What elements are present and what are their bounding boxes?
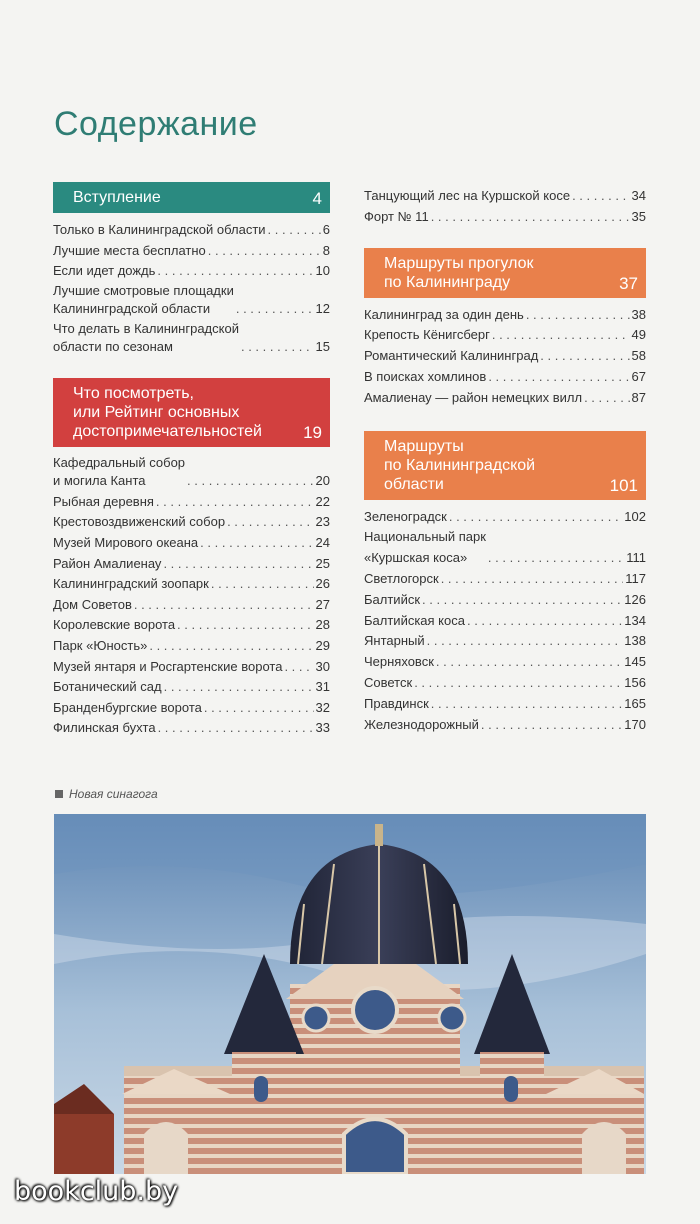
- photo-caption-text: Новая синагога: [69, 787, 158, 801]
- toc-entries-top: [364, 186, 646, 228]
- toc-entry-title: [53, 220, 266, 241]
- toc-entry-page: 38: [631, 306, 646, 322]
- toc-entry-line: Калининградский зоопарк: [53, 576, 209, 592]
- toc-entry[interactable]: [364, 207, 646, 228]
- toc-entry[interactable]: [364, 590, 646, 611]
- toc-entry-line: Парк «Юность»: [53, 637, 148, 653]
- toc-entry[interactable]: [53, 595, 330, 616]
- toc-entry[interactable]: [364, 652, 646, 673]
- toc-entry[interactable]: [364, 611, 646, 632]
- toc-entry-line: области по сезонам: [53, 338, 173, 354]
- toc-section: [364, 431, 646, 736]
- photo-caption: [55, 787, 158, 801]
- toc-entry[interactable]: [53, 320, 330, 356]
- toc-entry-title: [364, 305, 524, 326]
- toc-leader-dots: [157, 261, 313, 282]
- toc-leader-dots: [584, 388, 629, 409]
- toc-right-column: [364, 186, 646, 735]
- toc-entry[interactable]: [53, 574, 330, 595]
- toc-entry[interactable]: [364, 367, 646, 388]
- toc-leader-dots: [164, 677, 314, 698]
- toc-leader-dots: [481, 715, 622, 736]
- toc-leader-dots: [156, 492, 314, 513]
- toc-entry[interactable]: [53, 512, 330, 533]
- toc-entry-line: Советск: [364, 674, 413, 690]
- toc-entry[interactable]: [53, 636, 330, 657]
- toc-section-title: [73, 384, 322, 441]
- toc-entry-title: [364, 715, 479, 736]
- toc-entry[interactable]: [53, 454, 330, 490]
- toc-leader-dots: [211, 574, 314, 595]
- toc-leader-dots: [187, 472, 314, 490]
- toc-entry-page: 67: [631, 368, 646, 384]
- toc-entry[interactable]: [53, 533, 330, 554]
- toc-entry-line: Дом Советов: [53, 596, 132, 612]
- toc-leader-dots: [177, 615, 313, 636]
- toc-entry-title: [364, 527, 486, 569]
- toc-entry-page: 15: [315, 338, 330, 354]
- toc-section: [53, 182, 330, 356]
- toc-entry-page: 134: [624, 612, 646, 628]
- toc-leader-dots: [163, 554, 313, 575]
- toc-entry-title: [53, 512, 225, 533]
- toc-entry-title: [53, 595, 132, 616]
- toc-leader-dots: [431, 694, 623, 715]
- toc-right-sections: [364, 248, 646, 736]
- toc-leader-dots: [208, 241, 321, 262]
- toc-leader-dots: [431, 207, 630, 228]
- toc-entry[interactable]: [364, 305, 646, 326]
- toc-entry-line: Зеленоградск: [364, 508, 447, 524]
- toc-section-header[interactable]: [364, 431, 646, 500]
- toc-entry-line: Бранденбургские ворота: [53, 699, 202, 715]
- toc-entry-title: [364, 673, 412, 694]
- toc-entry-line: Калининград за один день: [364, 306, 524, 322]
- toc-entry[interactable]: [364, 325, 646, 346]
- toc-entry-page: 117: [625, 570, 646, 586]
- toc-entry-title: [364, 631, 425, 652]
- toc-section-page: 19: [303, 422, 322, 442]
- toc-section-page: 4: [312, 189, 322, 208]
- toc-entry-line: Крестовоздвиженский собор: [53, 514, 226, 530]
- toc-leader-dots: [134, 595, 314, 616]
- toc-entry[interactable]: [53, 677, 330, 698]
- toc-entry[interactable]: [364, 507, 646, 528]
- toc-entry-line: Калининградской области: [53, 300, 211, 316]
- toc-entry-page: 20: [315, 472, 330, 488]
- toc-entry-title: [53, 574, 209, 595]
- toc-entry-title: [53, 636, 147, 657]
- toc-leader-dots: [572, 186, 629, 207]
- toc-leader-dots: [284, 657, 313, 678]
- toc-entry-title: [53, 657, 282, 678]
- toc-entry-page: 30: [315, 658, 330, 674]
- toc-entry-title: [364, 207, 429, 228]
- toc-entry-title: [364, 611, 465, 632]
- toc-entry-line: Правдинск: [364, 695, 429, 711]
- toc-entry[interactable]: [53, 282, 330, 318]
- toc-section-title-line: по Калининградской: [384, 456, 536, 474]
- toc-entry-page: 87: [631, 389, 646, 405]
- toc-section-title-line: по Калининграду: [384, 273, 511, 291]
- toc-entry-title: [364, 388, 582, 409]
- toc-entry[interactable]: [364, 569, 646, 590]
- toc-entry-page: 12: [315, 300, 330, 316]
- toc-entry[interactable]: [364, 631, 646, 652]
- toc-entry-line: Район Амалиенау: [53, 555, 162, 571]
- toc-leader-dots: [427, 631, 623, 652]
- toc-entry-page: 32: [315, 699, 330, 715]
- toc-leader-dots: [441, 569, 624, 590]
- toc-entry-line: Светлогорск: [364, 570, 439, 586]
- toc-entry-line: Черняховск: [364, 654, 434, 670]
- toc-leader-dots: [488, 367, 629, 388]
- toc-entry-title: [364, 694, 429, 715]
- toc-entry-line: Балтийск: [364, 591, 421, 607]
- toc-section-title-line: Маршруты прогулок: [384, 254, 534, 272]
- toc-leader-dots: [492, 325, 630, 346]
- toc-entry-page: 145: [624, 654, 646, 670]
- toc-leader-dots: [488, 548, 624, 569]
- toc-entry-title: [53, 492, 154, 513]
- page-title: Содержание: [54, 104, 258, 143]
- toc-leader-dots: [204, 698, 314, 719]
- toc-leader-dots: [227, 512, 313, 533]
- toc-entry-line: Национальный парк: [364, 529, 486, 545]
- toc-entry-title: [364, 569, 439, 590]
- toc-section-title-line: или Рейтинг основных: [73, 403, 240, 421]
- toc-entry-line: Музей Мирового океана: [53, 534, 199, 550]
- toc-entry-line: Амалиенау — район немецких вилл: [364, 389, 583, 405]
- toc-entry-page: 26: [315, 576, 330, 592]
- synagogue-illustration: [54, 814, 646, 1174]
- toc-section-header[interactable]: [364, 248, 646, 298]
- toc-entry-line: Если идет дождь: [53, 263, 156, 279]
- toc-entry-line: Только в Калининградской области: [53, 222, 266, 237]
- toc-entry-title: [53, 615, 175, 636]
- toc-left-column: [53, 182, 330, 739]
- toc-entry-title: [53, 454, 185, 490]
- toc-entry-page: 170: [624, 716, 646, 732]
- toc-entry-title: [364, 367, 486, 388]
- toc-section-title: [384, 254, 638, 292]
- toc-entry-title: [53, 282, 234, 318]
- toc-entry-line: Рыбная деревня: [53, 493, 154, 509]
- toc-entry-page: 111: [626, 550, 646, 566]
- toc-entry-page: 102: [624, 508, 646, 524]
- toc-entry-title: [53, 241, 206, 262]
- toc-section-title-line: достопримечательностей: [73, 422, 262, 440]
- toc-entry-line: Крепость Кёнигсберг: [364, 327, 490, 343]
- toc-entry-page: 6: [322, 222, 330, 237]
- toc-entry-line: Танцующий лес на Куршской косе: [364, 188, 571, 203]
- toc-entry-page: 33: [315, 720, 330, 736]
- toc-section-page: 37: [619, 273, 638, 293]
- toc-entry-page: 28: [315, 617, 330, 633]
- watermark: bookclub.by: [14, 1176, 179, 1207]
- toc-section-title-line: области: [384, 475, 444, 493]
- toc-entry[interactable]: [364, 346, 646, 367]
- toc-entry[interactable]: [364, 388, 646, 409]
- toc-entry[interactable]: [53, 718, 330, 739]
- toc-entry-title: [364, 346, 538, 367]
- toc-entry-page: 126: [624, 591, 646, 607]
- toc-entry-line: «Куршская коса»: [364, 550, 468, 566]
- toc-leader-dots: [158, 718, 314, 739]
- toc-entry-title: [364, 652, 434, 673]
- toc-entry-page: 8: [322, 242, 330, 258]
- toc-entry-page: 165: [624, 695, 646, 711]
- toc-entries: [53, 454, 330, 739]
- toc-entry[interactable]: [53, 220, 330, 241]
- toc-section-title-line: Маршруты: [384, 437, 464, 455]
- toc-entry-line: Королевские ворота: [53, 617, 176, 633]
- toc-entry-line: Янтарный: [364, 633, 425, 649]
- toc-leader-dots: [241, 338, 314, 356]
- toc-entry-line: и могила Канта: [53, 472, 146, 488]
- toc-entry-title: [53, 554, 161, 575]
- toc-leader-dots: [422, 590, 622, 611]
- toc-entry-title: [53, 677, 162, 698]
- toc-leader-dots: [526, 305, 630, 326]
- toc-leader-dots: [467, 611, 622, 632]
- toc-entry[interactable]: [53, 657, 330, 678]
- toc-section-title: [73, 188, 322, 207]
- toc-entry-title: [53, 261, 155, 282]
- toc-leader-dots: [540, 346, 629, 367]
- toc-leader-dots: [268, 220, 321, 241]
- toc-entry-title: [53, 533, 198, 554]
- toc-entry-line: Романтический Калининград: [364, 348, 539, 364]
- toc-entry-line: Филинская бухта: [53, 720, 156, 736]
- toc-entry-title: [364, 507, 447, 528]
- toc-leader-dots: [200, 533, 313, 554]
- toc-entry-line: Музей янтаря и Росгартенские ворота: [53, 658, 283, 674]
- toc-entry-page: 10: [315, 263, 330, 279]
- caption-bullet-icon: [55, 790, 63, 798]
- toc-entry-line: Кафедральный собор: [53, 454, 186, 470]
- toc-section-title: [384, 437, 638, 494]
- toc-entry-page: 49: [631, 327, 646, 343]
- toc-entry-line: Что делать в Калининградской: [53, 320, 239, 336]
- toc-section: [364, 248, 646, 409]
- toc-entry-page: 23: [315, 514, 330, 530]
- toc-section-header[interactable]: [53, 378, 330, 447]
- toc-leader-dots: [149, 636, 313, 657]
- toc-entry[interactable]: [364, 715, 646, 736]
- toc-entry-page: 138: [624, 633, 646, 649]
- toc-entry-page: 24: [315, 534, 330, 550]
- toc-entry-line: Лучшие места бесплатно: [53, 242, 206, 258]
- toc-entry[interactable]: [364, 186, 646, 207]
- toc-section-page: 101: [609, 475, 638, 495]
- toc-entry[interactable]: [53, 261, 330, 282]
- toc-entry[interactable]: [364, 527, 646, 569]
- toc-entry-page: 29: [315, 637, 330, 653]
- toc-section-header[interactable]: [53, 182, 330, 213]
- toc-entry-page: 25: [315, 555, 330, 571]
- toc-entry-page: 156: [624, 674, 646, 690]
- toc-entry-title: [53, 320, 239, 356]
- toc-entry-title: [364, 186, 570, 207]
- toc-entry-line: Балтийская коса: [364, 612, 465, 628]
- toc-entry[interactable]: [53, 492, 330, 513]
- toc-entry-title: [364, 325, 490, 346]
- toc-entry-line: Ботанический сад: [53, 679, 162, 695]
- toc-entry-line: Лучшие смотровые площадки: [53, 282, 234, 298]
- toc-entry-title: [53, 698, 202, 719]
- toc-entry-title: [53, 718, 156, 739]
- toc-entry-page: 27: [315, 596, 330, 612]
- toc-entry-line: Форт № 11: [364, 208, 429, 224]
- toc-entry[interactable]: [53, 615, 330, 636]
- toc-entry-line: Железнодорожный: [364, 716, 479, 732]
- toc-entry[interactable]: [53, 554, 330, 575]
- toc-entry-line: В поисках хомлинов: [364, 368, 487, 384]
- toc-entry[interactable]: [53, 698, 330, 719]
- toc-entry[interactable]: [364, 694, 646, 715]
- toc-entry-page: 31: [315, 679, 330, 695]
- toc-leader-dots: [436, 652, 622, 673]
- toc-entries: [364, 305, 646, 409]
- toc-entries: [53, 220, 330, 356]
- toc-leader-dots: [414, 673, 622, 694]
- toc-entry-page: 34: [631, 188, 646, 203]
- toc-entry[interactable]: [53, 241, 330, 262]
- toc-section: [53, 378, 330, 739]
- toc-section-title-line: Что посмотреть,: [73, 384, 194, 402]
- toc-entry-page: 35: [631, 208, 646, 224]
- toc-entries: [364, 507, 646, 736]
- toc-leader-dots: [449, 507, 622, 528]
- toc-entry-page: 22: [315, 493, 330, 509]
- toc-entry[interactable]: [364, 673, 646, 694]
- toc-entry-title: [364, 590, 420, 611]
- toc-entry-page: 58: [631, 348, 646, 364]
- synagogue-photo: [54, 814, 646, 1174]
- toc-section-title-line: Вступление: [73, 189, 161, 206]
- toc-leader-dots: [236, 300, 314, 318]
